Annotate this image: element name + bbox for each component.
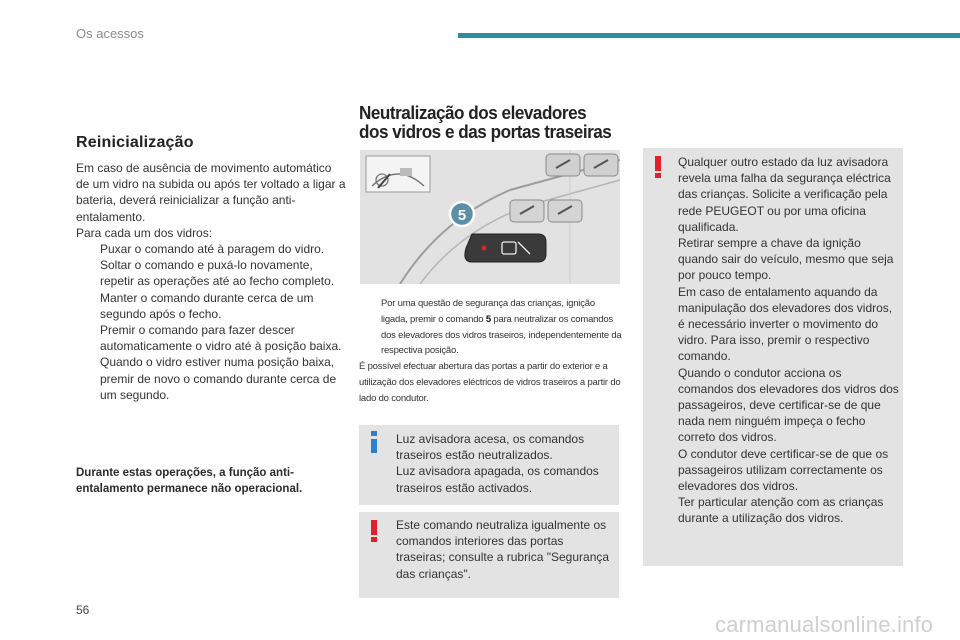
warning-box-text: Qualquer outro estado da luz avisadora revela uma falha da segurança eléctrica das crianças. Solicite a verificação pela rede PEUGEOT ou por uma oficina qualificada. Retirar sempre a chave da ignição quando sair do veículo, mesmo que seja por pouco tempo. Em caso de entalamento aquando da manipulação dos elevadores dos vidros, é necessário inverter o movimento do vidro. Para isso, premir o respectivo comando. Quando o condutor acciona os comandos dos elevadores dos vidros dos passageiros, deve certificar-se de que nada nem ninguém impeça o fecho correto dos vidros. O condutor deve certificar-se de que os passageiros utilizam correctamente os elevadores dos vidros. Ter particular atenção com as crianças durante a utilização dos vidros.: [678, 155, 899, 526]
neutralization-caption: [359, 296, 623, 407]
svg-text:5: 5: [457, 207, 467, 224]
page-number: 56: [76, 603, 90, 617]
warning-box: [359, 512, 619, 598]
info-box: [359, 425, 619, 505]
info-icon: [371, 431, 377, 453]
child-lock-button-icon: [465, 234, 546, 262]
caption-paragraph: É possível efectuar abertura das portas a partir do exterior e a utilização dos elevadores eléctricos de vidros traseiros a partir do lado do condutor.: [359, 361, 621, 404]
info-box-text: Luz avisadora acesa, os comandos traseiros estão neutralizados. Luz avisadora apagada, os comandos traseiros estão activados.: [396, 432, 599, 495]
steps-label: Para cada um dos vidros:: [76, 225, 213, 240]
list-item: Por uma questão de segurança das crianças, ignição ligada, premir o comando 5 para neutralizar os comandos dos elevadores dos vidros traseiros, independentemente da respectiva posição.: [381, 298, 622, 357]
warning-icon: [371, 520, 377, 542]
callout-5-icon: [450, 202, 474, 226]
section-title: Os acessos: [76, 26, 144, 41]
anti-pinch-note: Durante estas operações, a função anti-entalamento permanece não operacional.: [76, 467, 303, 495]
list-item: Soltar o comando e puxá-lo novamente, repetir as operações até ao fecho completo.: [100, 258, 335, 289]
warning-icon: [655, 156, 661, 178]
intro-paragraph: Em caso de ausência de movimento automático de um vidro na subida ou após ter voltado a ligar a bateria, deverá reinicializar a função anti-entalamento.: [76, 161, 346, 224]
warning-box-text: Este comando neutraliza igualmente os comandos interiores das portas traseiras; consulte a rubrica "Segurança das crianças".: [396, 518, 610, 581]
heading-neutralizacao: Neutralização dos elevadores dos vidros e das portas traseiras: [359, 103, 612, 142]
window-switch-panel-image: [360, 150, 620, 284]
reset-instructions: [76, 160, 348, 403]
header-accent-bar: [458, 33, 960, 38]
dashboard-inset-icon: [366, 156, 430, 192]
watermark: carmanualsonline.info: [715, 612, 934, 637]
control-reference: 5: [485, 313, 491, 325]
list-item: Manter o comando durante cerca de um segundo após o fecho.: [100, 290, 314, 321]
list-item: Puxar o comando até à paragem do vidro.: [100, 242, 325, 257]
warning-box-large: [643, 148, 903, 566]
list-item: Premir o comando para fazer descer automaticamente o vidro até à posição baixa.: [100, 323, 342, 354]
window-lock-illustration: [360, 150, 620, 284]
list-item: Quando o vidro estiver numa posição baixa, premir de novo o comando durante cerca de um segundo.: [100, 355, 337, 402]
heading-reinicializacao: Reinicialização: [76, 134, 194, 151]
